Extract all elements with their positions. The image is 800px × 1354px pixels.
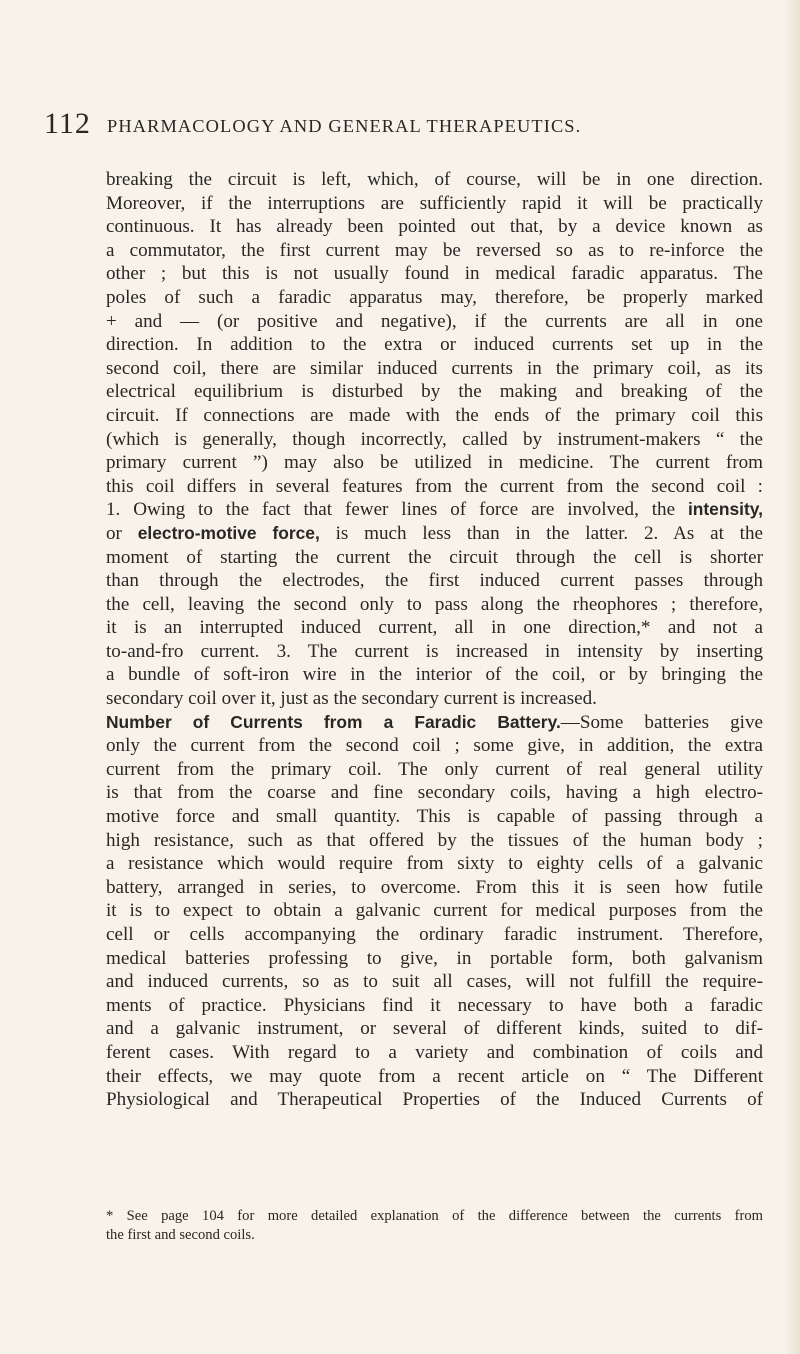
text-line: (which is generally, though incorrectly, called by instrument-makers “ the (106, 428, 763, 450)
text-line: current from the primary coil. The only current of real general utility (106, 758, 763, 780)
running-head (44, 104, 764, 144)
text-line: direction. In addition to the extra or induced currents set up in the (106, 334, 763, 356)
text-line: and a galvanic instrument, or several of different kinds, suited to dif- (106, 1018, 763, 1040)
text-line: a bundle of soft-iron wire in the interior of the coil, or by bringing the (106, 664, 763, 686)
text-line: + and — (or positive and negative), if the currents are all in one (106, 310, 763, 332)
running-title: PHARMACOLOGY AND GENERAL THERAPEUTICS. (107, 116, 582, 136)
term-electro-motive-force: electro-motive force, (137, 522, 320, 543)
page-edge-shadow (784, 0, 800, 1354)
text-line: a resistance which would require from sixty to eighty cells of a galvanic (106, 853, 763, 875)
text-line: medical batteries professing to give, in portable form, both galvanism (106, 947, 763, 969)
text-line: Moreover, if the interruptions are sufficiently rapid it will be practically (106, 192, 763, 214)
text-line: circuit. If connections are made with the ends of the primary coil this (106, 404, 763, 426)
page-number: 112 (44, 107, 91, 140)
text-line: than through the electrodes, the first induced current passes through (106, 570, 763, 592)
text-line: the cell, leaving the second only to pass along the rheophores ; therefore, (106, 593, 763, 615)
text-line: poles of such a faradic apparatus may, therefore, be properly marked (106, 286, 763, 308)
text-line: it is to expect to obtain a galvanic current for medical purposes from the (106, 900, 763, 922)
text-line: continuous. It has already been pointed out that, by a device known as (106, 216, 763, 238)
text-line: or electro-motive force, is much less than in the latter. 2. As at the (106, 522, 763, 544)
text-line: electrical equilibrium is disturbed by the making and breaking of the (106, 381, 763, 403)
text-line: second coil, there are similar induced currents in the primary coil, as its (106, 357, 763, 379)
text-line: is that from the coarse and fine secondary coils, having a high electro- (106, 782, 763, 804)
term-intensity: intensity, (687, 499, 763, 520)
text-line: motive force and small quantity. This is capable of passing through a (106, 806, 763, 828)
text-line: breaking the circuit is left, which, of course, will be in one direction. (106, 169, 763, 190)
text-line: it is an interrupted induced current, all in one direction,* and not a (106, 617, 763, 639)
footnote-line: * See page 104 for more detailed explanation of the difference between the currents from (106, 1208, 763, 1224)
text-line: to-and-fro current. 3. The current is increased in intensity by inserting (106, 640, 763, 662)
section-heading: Number of Currents from a Faradic Battery. (106, 711, 561, 732)
footnote (106, 1207, 763, 1245)
text-line: high resistance, such as that offered by the tissues of the human body ; (106, 829, 763, 851)
text-line: only the current from the second coil ; some give, in addition, the extra (106, 735, 763, 757)
text-line: a commutator, the first current may be reversed so as to re-inforce the (106, 239, 763, 261)
text-line: other ; but this is not usually found in medical faradic apparatus. The (106, 263, 763, 285)
text-line: ments of practice. Physicians find it necessary to have both a faradic (106, 994, 763, 1016)
text-line: this coil differs in several features from the current from the second coil : (106, 475, 763, 497)
text-line: 1. Owing to the fact that fewer lines of force are involved, the intensity, (106, 499, 763, 521)
text-line: Number of Currents from a Faradic Battery.—Some batteries give (106, 711, 763, 733)
text-line: and induced currents, so as to suit all cases, will not fulfill the require- (106, 971, 763, 993)
text-line: cell or cells accompanying the ordinary faradic instrument. Therefore, (106, 924, 763, 945)
text-line: moment of starting the current the circuit through the cell is shorter (106, 546, 763, 568)
text-line: Physiological and Therapeutical Properties of the Induced Currents of (106, 1089, 763, 1111)
body-text (106, 168, 763, 1112)
text-line: their effects, we may quote from a recent article on “ The Different (106, 1065, 763, 1087)
text-line: primary current ”) may also be utilized in medicine. The current from (106, 452, 763, 474)
footnote-line: the first and second coils. (106, 1227, 255, 1243)
text-line: battery, arranged in series, to overcome. From this it is seen how futile (106, 876, 763, 898)
text-line: secondary coil over it, just as the secondary current is increased. (106, 688, 597, 710)
text-line: ferent cases. With regard to a variety and combination of coils and (106, 1041, 763, 1063)
